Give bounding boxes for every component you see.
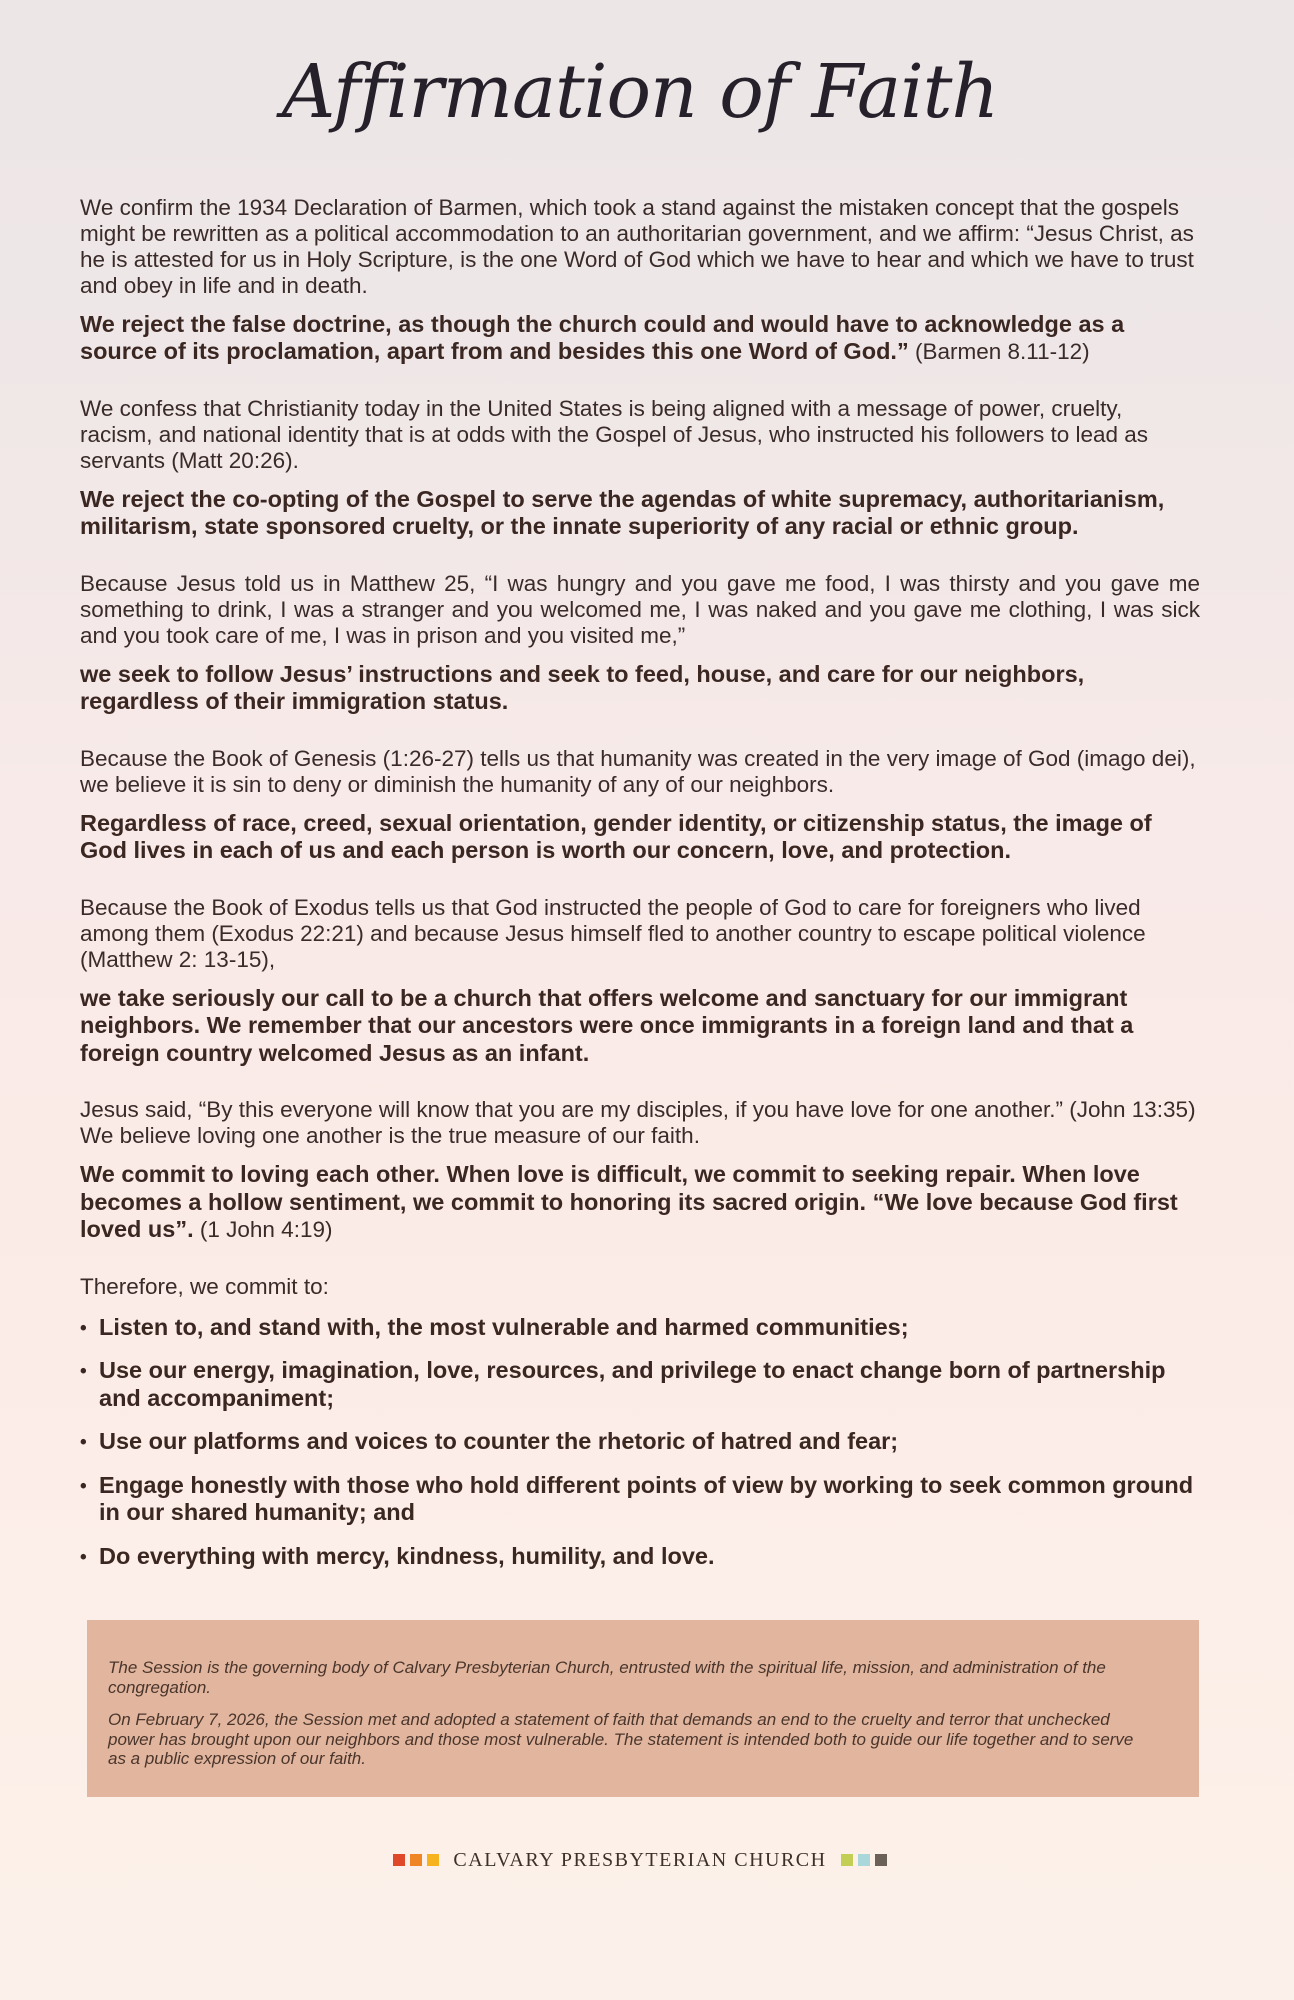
commitment-item xyxy=(80,1428,1200,1456)
commitment-list xyxy=(80,1314,1200,1571)
commitment-item xyxy=(80,1357,1200,1412)
commitment-text: Use our energy, imagination, love, resources, and privilege to enact change born of partnership and accompaniment; xyxy=(99,1357,1166,1411)
bold-statement: We commit to loving each other. When love is difficult, we commit to seeking repair. When love becomes a hollow sentiment, we commit to honoring its sacred origin. “We love because God first loved us”. xyxy=(80,1161,1178,1242)
paragraph-genesis-imago-dei: Because the Book of Genesis (1:26-27) tells us that humanity was created in the very image of God (imago dei), we believe it is sin to deny or diminish the humanity of any of our neighbors. xyxy=(80,745,1196,797)
paragraph-follow-jesus-instructions: we seek to follow Jesus’ instructions and seek to feed, house, and care for our neighbors, regardless of their immigration status. xyxy=(80,660,1085,714)
commitment-text: Engage honestly with those who hold different points of view by working to seek common ground in our shared humanity; and xyxy=(99,1471,1194,1525)
session-note-paragraph-2: On February 7, 2026, the Session met and adopted a statement of faith that demands an end to the cruelty and terror that unchecked power has brought upon our neighbors and those most vulnerable. The statement is intended both to guide our life together and to serve as a public expression of our faith. xyxy=(108,1710,1134,1768)
commitment-item xyxy=(80,1543,1200,1571)
paragraph-reject-false-doctrine xyxy=(80,311,1200,366)
scripture-citation: (Barmen 8.11-12) xyxy=(908,339,1090,364)
bullet-icon: • xyxy=(80,1546,87,1568)
paragraph-sanctuary-church: we take seriously our call to be a church that offers welcome and sanctuary for our immigrant neighbors. We remember that our ancestors were once immigrants in a foreign land and that a foreign country welcomed Jesus as an infant. xyxy=(80,984,1134,1066)
session-note-paragraph-1: The Session is the governing body of Calvary Presbyterian Church, entrusted with the spiritual life, mission, and administration of the congregation. xyxy=(108,1658,1106,1697)
church-name-text: CALVARY PRESBYTERIAN CHURCH xyxy=(453,1848,827,1871)
commitment-text: Use our platforms and voices to counter the rhetoric of hatred and fear; xyxy=(99,1428,899,1454)
page-title: Affirmation of Faith xyxy=(281,49,999,135)
paragraph-john1335-love: Jesus said, “By this everyone will know that you are my disciples, if you have love for one another.” (John 13:35) We believe loving one another is the true measure of our faith. xyxy=(80,1097,1196,1148)
paragraph-matthew25-quote: Because Jesus told us in Matthew 25, “I was hungry and you gave me food, I was thirsty and you gave me something to drink, I was a stranger and you welcomed me, I was naked and you gave me clothing, I was sick and you took care of me, I was in prison and you visited me,” xyxy=(80,570,1200,648)
paragraph-exodus-foreigners: Because the Book of Exodus tells us that God instructed the people of God to care for foreigners who lived among them (Exodus 22:21) and because Jesus himself fled to another country to escape political violence (Matthew 2: 13-15), xyxy=(80,894,1146,972)
bullet-icon: • xyxy=(80,1361,87,1382)
commitment-item xyxy=(80,1472,1200,1527)
logo-square-green xyxy=(841,1854,853,1866)
logo-square-yellow xyxy=(427,1854,439,1866)
paragraph-reject-coopting: We reject the co-opting of the Gospel to serve the agendas of white supremacy, authoritarianism, militarism, state sponsored cruelty, or the innate superiority of any racial or ethnic group. xyxy=(80,485,1165,539)
commitment-item xyxy=(80,1314,1200,1342)
scripture-citation: (1 John 4:19) xyxy=(193,1217,333,1242)
paragraph-barmen-confirmation: We confirm the 1934 Declaration of Barmen, which took a stand against the mistaken concept that the gospels might be rewritten as a political accommodation to an authoritarian government, and we affirm: “Jesus Christ, as he is attested for us in Holy Scripture, is the one Word of God which we have to hear and which we have to trust and obey in life and in death. xyxy=(80,194,1194,298)
logo-square-gray xyxy=(875,1854,887,1866)
bullet-icon: • xyxy=(80,1432,87,1453)
bullet-icon: • xyxy=(80,1475,87,1497)
bullet-icon: • xyxy=(80,1317,87,1339)
church-logo-row xyxy=(80,1849,1200,1872)
logo-square-blue xyxy=(858,1854,870,1866)
logo-square-red xyxy=(393,1854,405,1866)
paragraph-confess-christianity: We confess that Christianity today in the United States is being aligned with a message of power, cruelty, racism, and national identity that is at odds with the Gospel of Jesus, who instructed his followers to lead as servants (Matt 20:26). xyxy=(80,395,1149,473)
commitment-text: Listen to, and stand with, the most vulnerable and harmed communities; xyxy=(99,1313,909,1340)
session-note-box xyxy=(87,1620,1199,1797)
paragraph-regardless-identity: Regardless of race, creed, sexual orientation, gender identity, or citizenship status, the image of God lives in each of us and each person is worth our concern, love, and protection. xyxy=(80,809,1152,863)
bold-statement: We reject the false doctrine, as though the church could and would have to acknowledge as a source of its proclamation, apart from and besides this one Word of God.” xyxy=(80,310,1125,364)
logo-square-orange xyxy=(410,1854,422,1866)
paragraph-commit-to-loving xyxy=(80,1161,1200,1244)
commitment-text: Do everything with mercy, kindness, humility, and love. xyxy=(99,1542,715,1569)
paragraph-therefore-commit: Therefore, we commit to: xyxy=(80,1273,329,1299)
